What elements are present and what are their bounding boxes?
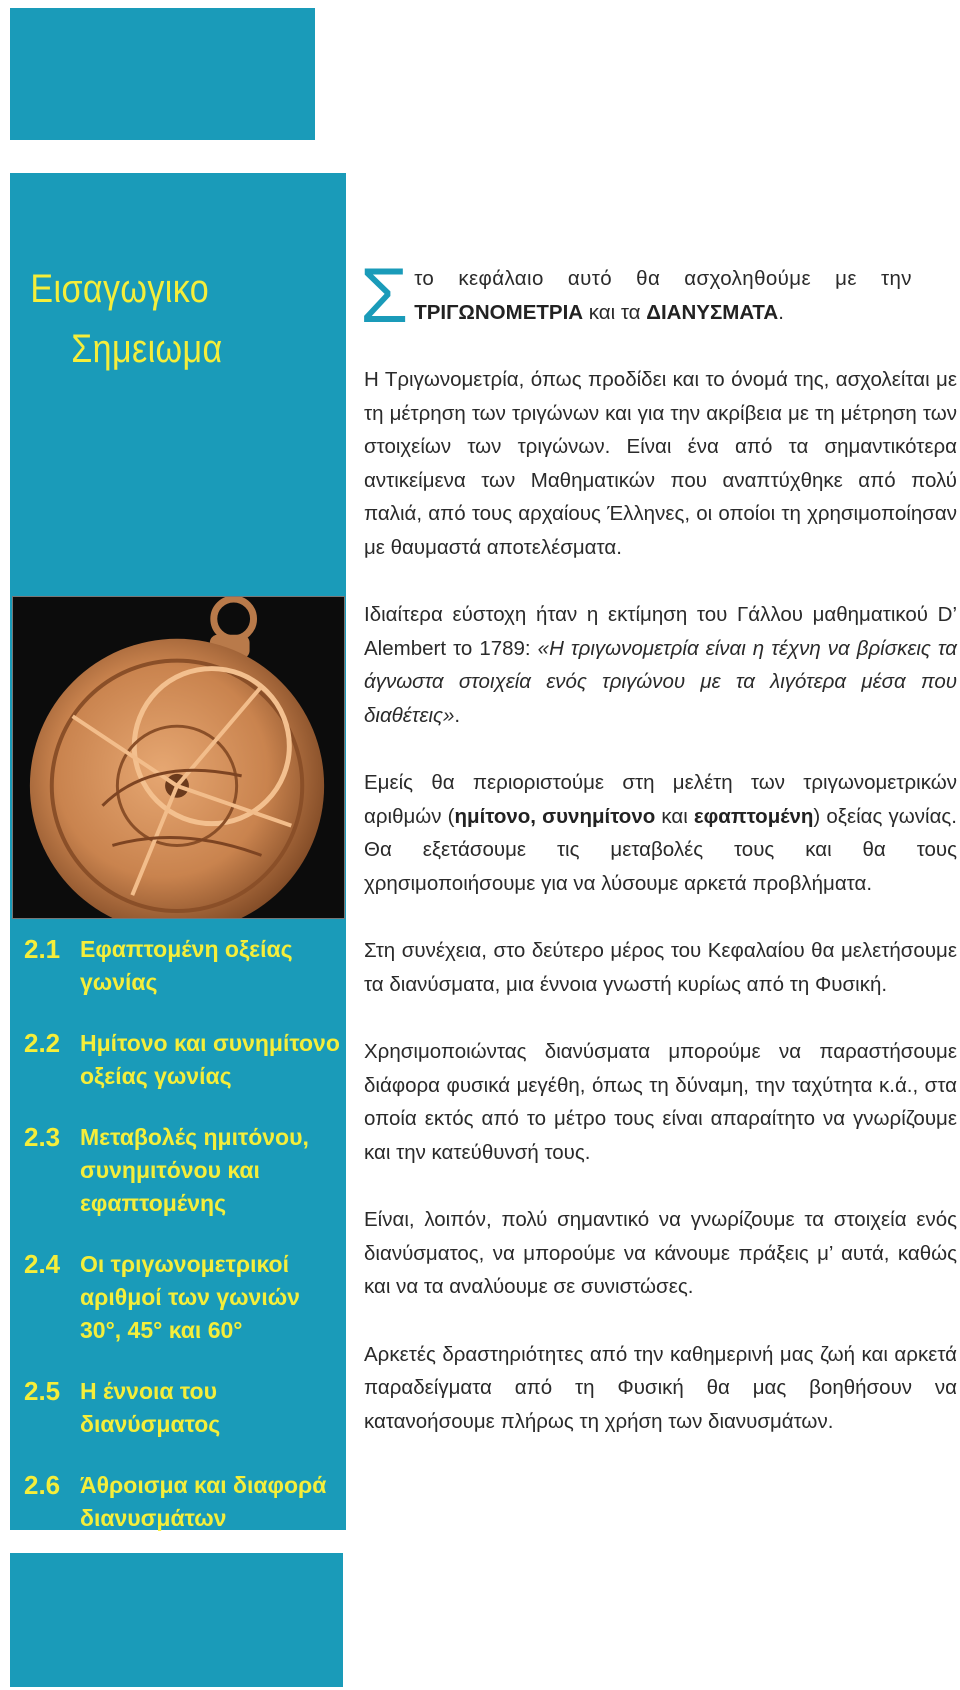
- toc-item[interactable]: [24, 1375, 342, 1441]
- toc-label: Μεταβολές ημιτόνου, συνημιτόνου και εφαπτομένης: [80, 1124, 309, 1216]
- bold-term-trigonometry: ΤΡΙΓΩΝΟΜΕΤΡΙΑ: [414, 300, 584, 324]
- intro-title: [10, 259, 346, 379]
- astrolabe-icon: [12, 596, 345, 919]
- toc-number: 2.5: [24, 1376, 61, 1406]
- paragraph-6: Χρησιμοποιώντας διανύσματα μπορούμε να παραστήσουμε διάφορα φυσικά μεγέθη, όπως τη δύναμη, την ταχύτητα κ.ά., στα οποία εκτός από το μέτρο τους είναι απαραίτητο να γνωρίζουμε και την κατεύθυνσή τους.: [364, 1040, 957, 1164]
- toc-number: 2.4: [24, 1249, 61, 1279]
- bottom-color-block: [10, 1553, 343, 1687]
- dalembert-quote: «Η τριγωνομετρία είναι η τέχνη να βρίσκεις τα άγνωστα στοιχεία ενός τριγώνου με τα λιγότερα μέσα που διαθέτεις»: [364, 636, 957, 727]
- toc-label: Άθροισμα και διαφορά διανυσμάτων: [80, 1472, 327, 1531]
- paragraph-1: Σ το κεφάλαιο αυτό θα ασχοληθούμε με την ΤΡΙΓΩΝΟΜΕΤΡΙΑ και τα ΔΙΑΝΥΣΜΑΤΑ.: [364, 262, 957, 329]
- toc-label: Οι τριγωνομετρικοί αριθμοί των γωνιών 30°, 45° και 60°: [80, 1251, 300, 1343]
- toc-number: 2.2: [24, 1028, 61, 1058]
- paragraph-2: Η Τριγωνομετρία, όπως προδίδει και το όνομά της, ασχολείται με τη μέτρηση των τριγώνων και για την ακρίβεια με τη μέτρηση των στοιχείων των τριγώνων. Είναι ένα από τα σημαντικότερα αντικείμενα των Μαθηματικών που αναπτύχθηκε από πολύ παλιά, από τους αρχαίους Έλληνες, οι οποίοι τη χρησιμοποίησαν με θαυμαστά αποτελέσματα.: [364, 368, 957, 559]
- first-line: το κεφάλαιο αυτό θα ασχοληθούμε με την: [414, 267, 912, 290]
- paragraph-8: Αρκετές δραστηριότητες από την καθημερινή μας ζωή και αρκετά παραδείγματα από τη Φυσική θα μας βοηθήσουν να κατανοήσουμε πλήρως τη χρήση των διανυσμάτων.: [364, 1342, 957, 1433]
- toc-item[interactable]: [24, 1248, 342, 1347]
- toc-item[interactable]: [24, 1121, 342, 1220]
- chapter-sidebar: [10, 173, 346, 1530]
- drop-cap: Σ: [360, 251, 409, 339]
- toc-label: Η έννοια του διανύσματος: [80, 1378, 221, 1437]
- bold-term-vectors: ΔΙΑΝΥΣΜΑΤΑ: [646, 300, 779, 324]
- bold-term-sine-cosine: ημίτονο, συνημίτονο: [454, 804, 656, 828]
- toc-number: 2.3: [24, 1122, 61, 1152]
- toc-item[interactable]: [24, 933, 342, 999]
- paragraph-5: Στη συνέχεια, στο δεύτερο μέρος του Κεφαλαίου θα μελετήσουμε τα διανύσματα, μια έννοια γνωστή κυρίως από τη Φυσική.: [364, 939, 957, 996]
- toc-item[interactable]: [24, 1469, 342, 1535]
- toc-number: 2.1: [24, 934, 61, 964]
- paragraph-7: Είναι, λοιπόν, πολύ σημαντικό να γνωρίζουμε τα στοιχεία ενός διανύσματος, να μπορούμε να κάνουμε πράξεις μ’ αυτά, καθώς και να τα αναλύουμε σε συνιστώσες.: [364, 1208, 957, 1298]
- intro-title-line-2: Σημειωμα: [71, 327, 223, 371]
- intro-title-line-1: Εισαγωγικο: [30, 267, 210, 311]
- toc-label: Εφαπτομένη οξείας γωνίας: [80, 936, 293, 995]
- toc-item[interactable]: [24, 1027, 342, 1093]
- paragraph-3: Ιδιαίτερα εύστοχη ήταν η εκτίμηση του Γάλλου μαθηματικού D’ Alembert το 1789: «Η τριγωνομετρία είναι η τέχνη να βρίσκεις τα άγνωστα στοιχεία ενός τριγώνου με τα λιγότερα μέσα που διαθέτεις».: [364, 603, 957, 727]
- top-color-block: [10, 8, 315, 140]
- toc-number: 2.6: [24, 1470, 61, 1500]
- bold-term-tangent: εφαπτομένη: [693, 804, 814, 828]
- intro-body: [360, 251, 957, 1472]
- toc-label: Ημίτονο και συνημίτονο οξείας γωνίας: [80, 1030, 340, 1089]
- paragraph-4: Εμείς θα περιοριστούμε στη μελέτη των τριγωνομετρικών αριθμών (ημίτονο, συνημίτονο και εφαπτομένη) οξείας γωνίας. Θα εξετάσουμε τις μεταβολές τους και θα τους χρησιμοποιήσουμε για να λύσουμε αρκετά προβλήματα.: [364, 771, 957, 895]
